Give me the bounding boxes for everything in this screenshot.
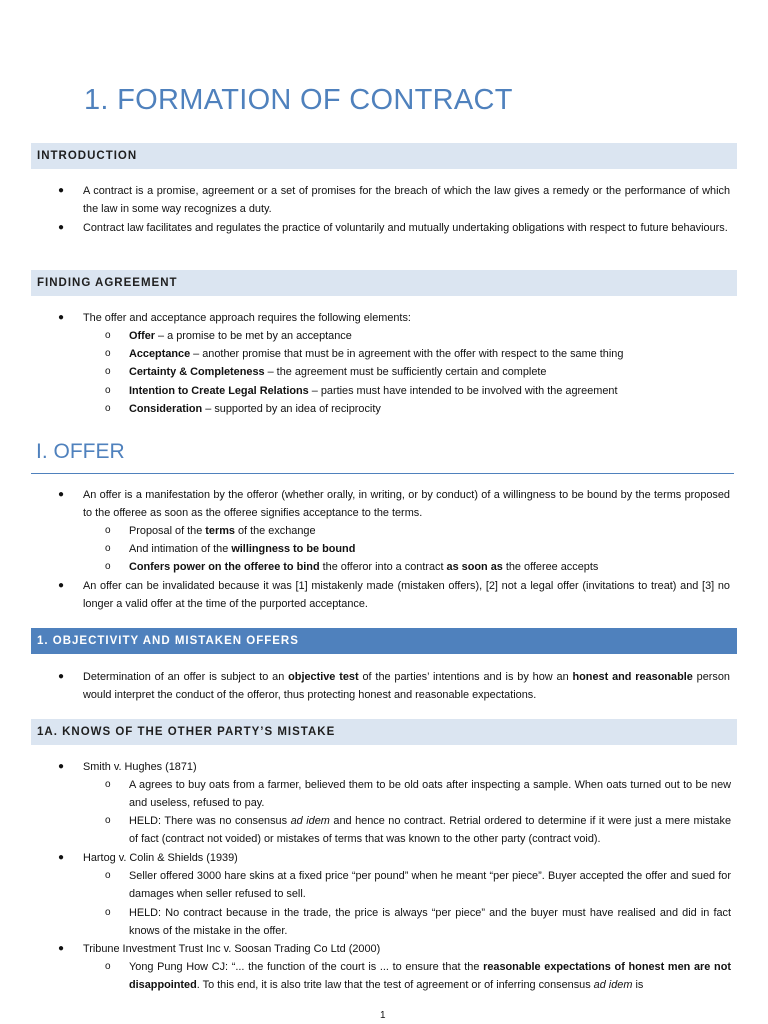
bullet-marker: ● xyxy=(58,580,65,591)
element-offer: Offer – a promise to be met by an acceptance xyxy=(129,330,352,342)
intro-bullet-2: Contract law facilitates and regulates the practice of voluntarily and mutually undertaking obligations with respect to future behaviours. xyxy=(83,222,728,234)
sub-bullet-marker: o xyxy=(105,525,111,536)
sub-bullet-marker: o xyxy=(105,907,111,918)
case-hartog-v-colin: Hartog v. Colin & Shields (1939) xyxy=(83,852,238,864)
sub-bullet-marker: o xyxy=(105,870,111,881)
offer-sub-terms: Proposal of the terms of the exchange xyxy=(129,525,316,537)
section-heading-introduction: INTRODUCTION xyxy=(31,143,737,169)
sub-bullet-marker: o xyxy=(105,403,111,414)
sub-bullet-marker: o xyxy=(105,561,111,572)
element-acceptance: Acceptance – another promise that must be in agreement with the offer with respect to the same thing xyxy=(129,348,624,360)
element-consideration: Consideration – supported by an idea of reciprocity xyxy=(129,403,381,415)
offer-sub-willingness: And intimation of the willingness to be bound xyxy=(129,543,356,555)
objectivity-bullet-1: Determination of an offer is subject to an objective test of the parties’ intentions and is by how an honest and reasonable person would interpret the conduct of the offeror, thus protecting honest and reasonable expectations. xyxy=(83,671,730,702)
case-tribune-v-soosan: Tribune Investment Trust Inc v. Soosan Trading Co Ltd (2000) xyxy=(83,943,381,955)
page-title: 1. FORMATION OF CONTRACT xyxy=(84,84,513,116)
case-tribune-quote: Yong Pung How CJ: “... the function of the court is ... to ensure that the reasonable expectations of honest men are not disappointed. To this end, it is also trite law that the test of agreement or of inferring consensus ad idem is xyxy=(129,961,731,992)
section-heading-knows-mistake: 1A. KNOWS OF THE OTHER PARTY’S MISTAKE xyxy=(31,719,737,745)
intro-bullet-1: A contract is a promise, agreement or a set of promises for the breach of which the law gives a remedy or the performance of which the law in some way recognizes a duty. xyxy=(83,185,730,216)
bullet-marker: ● xyxy=(58,185,65,196)
element-certainty: Certainty & Completeness – the agreement must be sufficiently certain and complete xyxy=(129,366,547,378)
sub-bullet-marker: o xyxy=(105,348,111,359)
case-smith-facts: A agrees to buy oats from a farmer, believed them to be old oats after inspecting a sample. When oats turned out to be new and useless, refused to pay. xyxy=(129,779,731,810)
bullet-marker: ● xyxy=(58,222,65,233)
sub-bullet-marker: o xyxy=(105,330,111,341)
case-hartog-held: HELD: No contract because in the trade, the price is always “per piece” and the buyer must have realised and did in fact knows of the mistake in the offer. xyxy=(129,907,731,938)
bullet-marker: ● xyxy=(58,671,65,682)
element-intention: Intention to Create Legal Relations – parties must have intended to be involved with the agreement xyxy=(129,385,618,397)
offer-bullet-1: An offer is a manifestation by the offeror (whether orally, in writing, or by conduct) of a willingness to be bound by the terms proposed to the offeree as soon as the offeree signifies acceptance to the terms. xyxy=(83,489,730,520)
sub-bullet-marker: o xyxy=(105,779,111,790)
bullet-marker: ● xyxy=(58,312,65,323)
bullet-marker: ● xyxy=(58,761,65,772)
case-hartog-facts: Seller offered 3000 hare skins at a fixed price “per pound” when he meant “per piece”. Buyer accepted the offer and sued for damages when seller refused to sell. xyxy=(129,870,731,901)
sub-bullet-marker: o xyxy=(105,543,111,554)
bullet-marker: ● xyxy=(58,852,65,863)
bullet-marker: ● xyxy=(58,489,65,500)
offer-bullet-2: An offer can be invalidated because it was [1] mistakenly made (mistaken offers), [2] not a legal offer (invitations to treat) and [3] no longer a valid offer at the time of the purported acceptance. xyxy=(83,580,730,611)
sub-bullet-marker: o xyxy=(105,366,111,377)
offer-sub-power: Confers power on the offeree to bind the offeror into a contract as soon as the offeree accepts xyxy=(129,561,599,573)
page-number: 1 xyxy=(380,1010,386,1021)
sub-bullet-marker: o xyxy=(105,815,111,826)
case-smith-held: HELD: There was no consensus ad idem and hence no contract. Retrial ordered to determine if it were just a mere mistake of fact (contract not voided) or mistakes of terms that was known to the other party (contract void). xyxy=(129,815,731,846)
finding-bullet-1: The offer and acceptance approach requires the following elements: xyxy=(83,312,411,324)
sub-bullet-marker: o xyxy=(105,385,111,396)
section-divider xyxy=(31,473,734,474)
section-heading-finding-agreement: FINDING AGREEMENT xyxy=(31,270,737,296)
case-smith-v-hughes: Smith v. Hughes (1871) xyxy=(83,761,197,773)
bullet-marker: ● xyxy=(58,943,65,954)
sub-bullet-marker: o xyxy=(105,961,111,972)
section-heading-objectivity: 1. OBJECTIVITY AND MISTAKEN OFFERS xyxy=(31,628,737,654)
section-title-offer: I. OFFER xyxy=(36,440,125,463)
